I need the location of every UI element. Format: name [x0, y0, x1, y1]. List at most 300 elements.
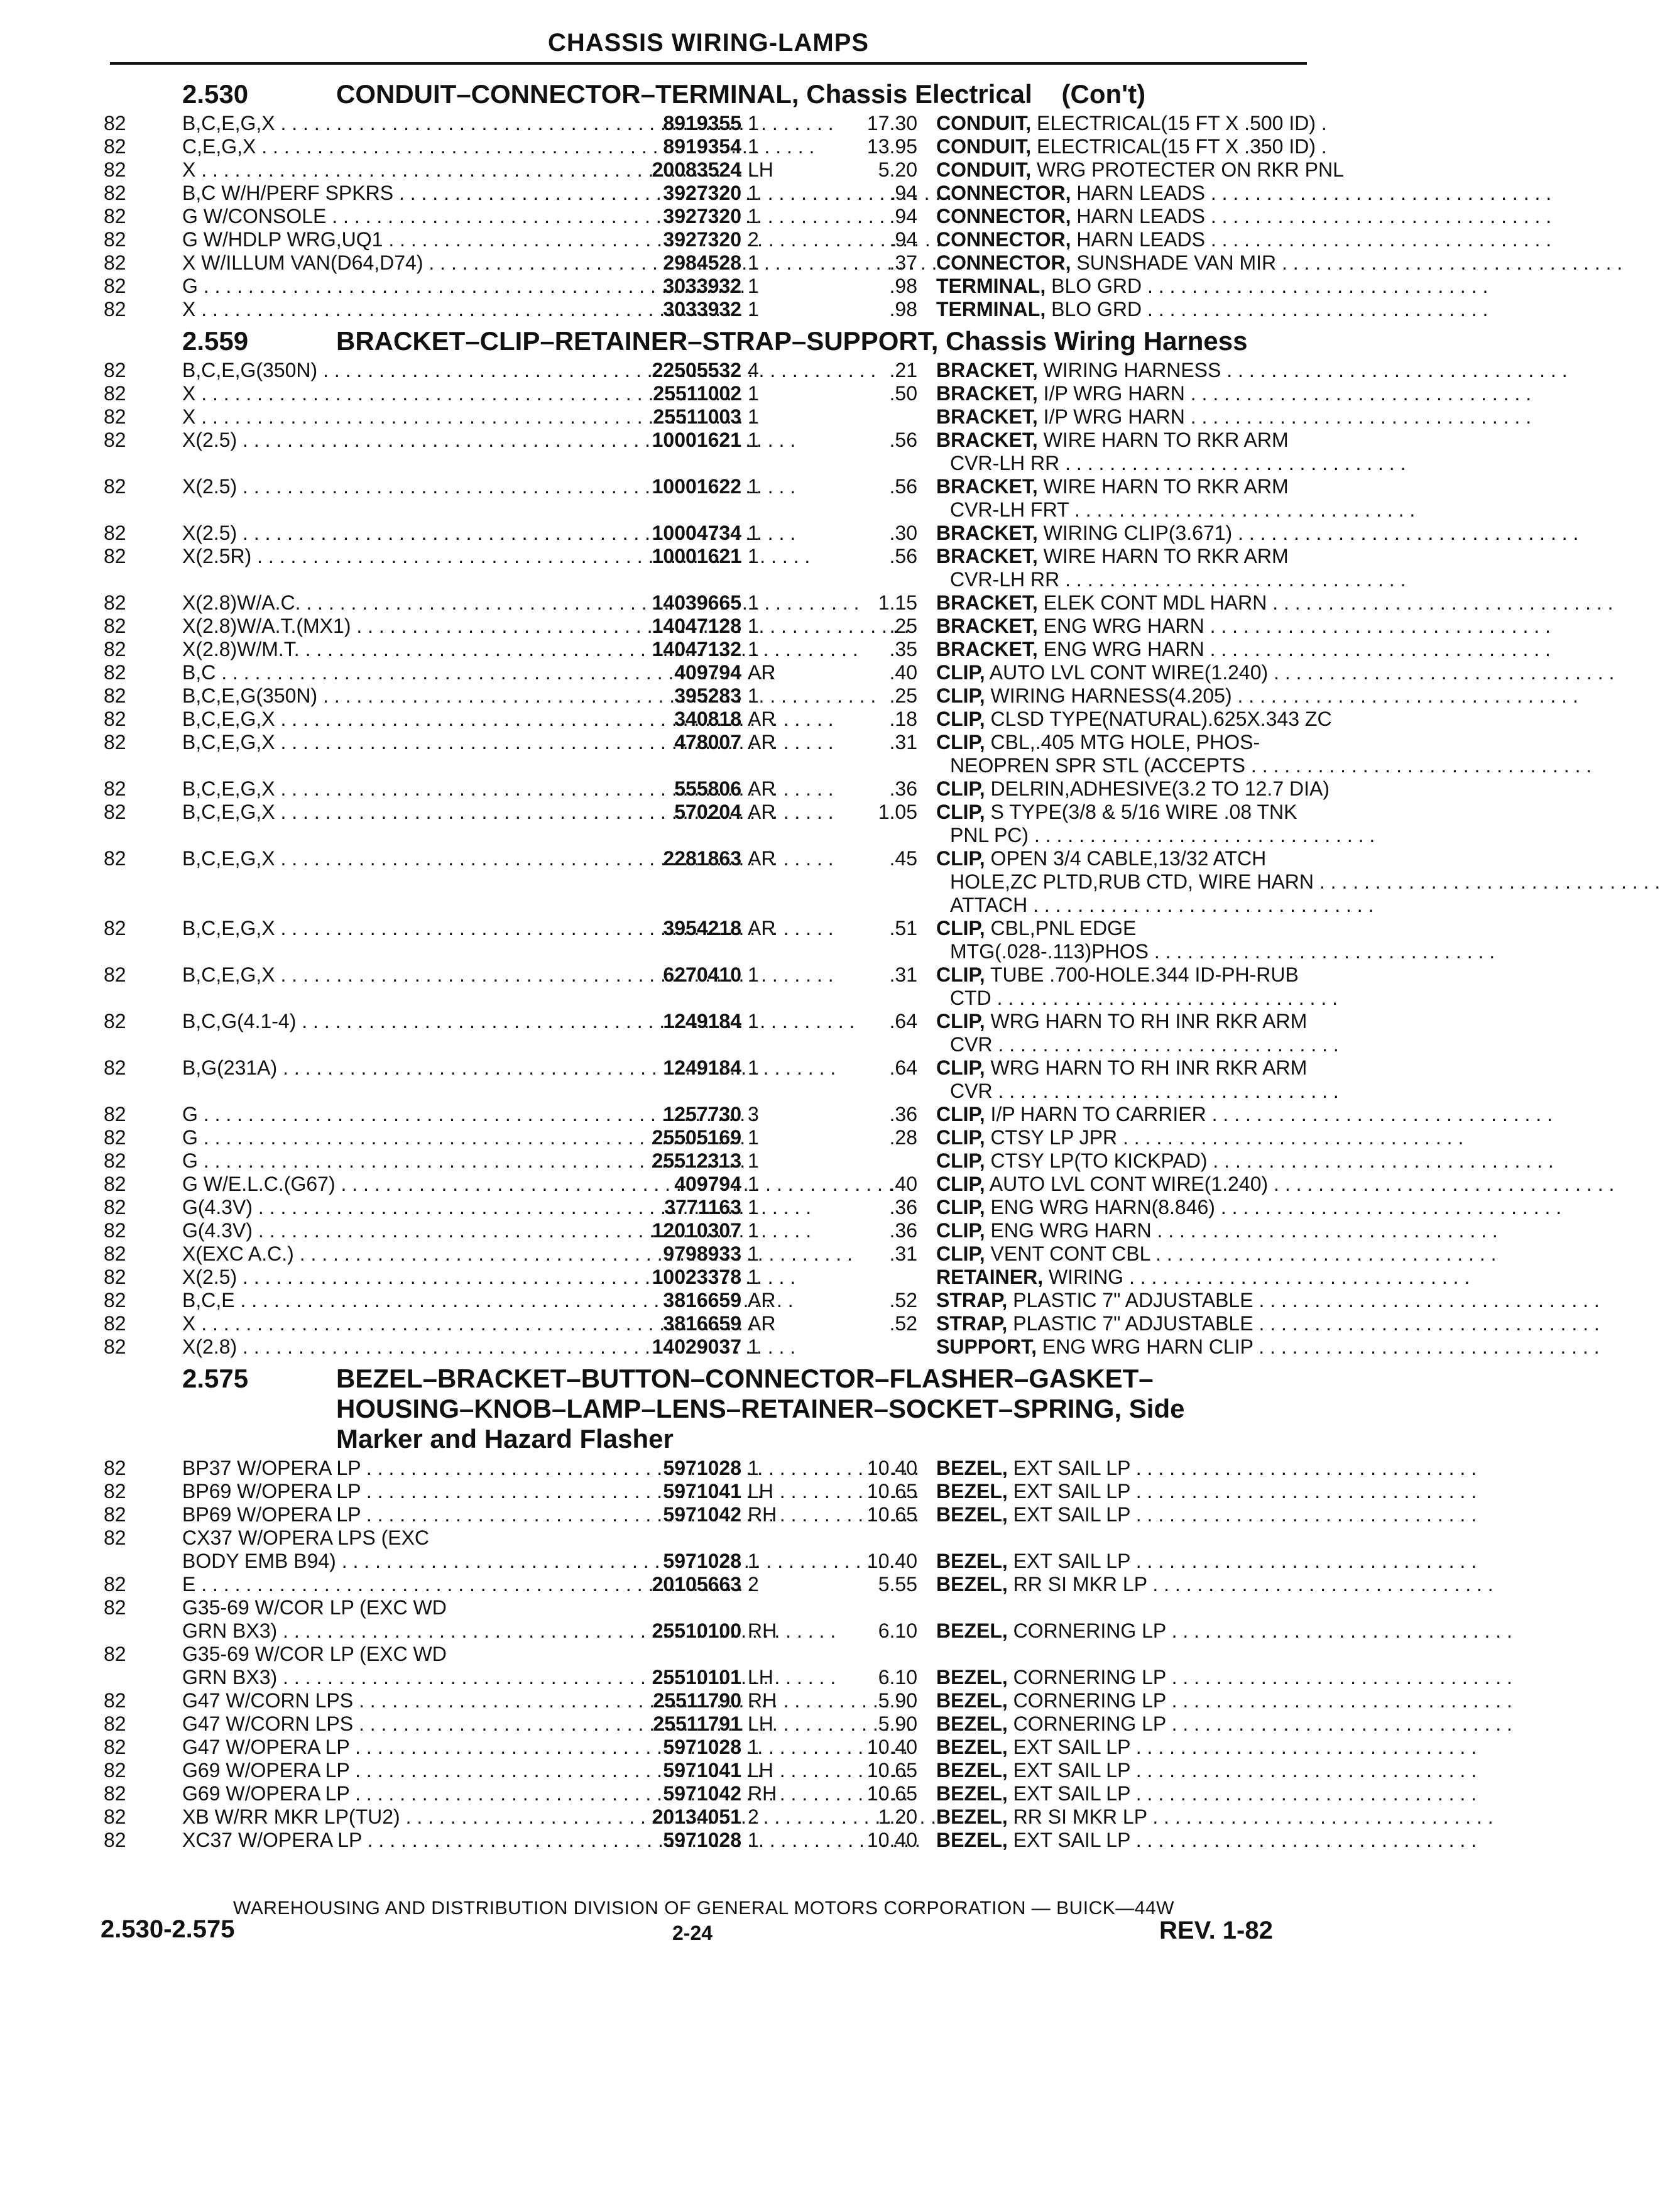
part-name: CONNECTOR,	[936, 251, 1071, 274]
model-year: 82	[104, 1503, 126, 1526]
part-name: BEZEL,	[936, 1805, 1008, 1828]
part-number: 5971041	[663, 1480, 741, 1503]
part-detail: WIRE HARN TO RKR ARM	[1043, 475, 1289, 498]
price: 10.65	[866, 1759, 917, 1782]
part-number: 10001621	[652, 429, 741, 451]
part-number: 3033932	[663, 275, 741, 297]
part-number: 5971028	[663, 1457, 741, 1479]
part-description	[936, 1219, 1307, 1242]
part-number: 25510101	[652, 1666, 741, 1689]
part-description	[936, 112, 1327, 135]
table-row	[101, 615, 1307, 638]
application: G69 W/OPERA LP . . .	[182, 1759, 609, 1782]
application: GRN BX3) . . .	[182, 1666, 609, 1689]
quantity: LH	[748, 1759, 773, 1782]
quantity: AR	[748, 917, 776, 939]
quantity: 2	[748, 228, 759, 251]
part-detail: AUTO LVL CONT WIRE(1.240) . . .	[990, 661, 1615, 684]
application: G . . .	[182, 1126, 609, 1149]
part-name: SUPPORT,	[936, 1335, 1037, 1358]
application: BP37 W/OPERA LP . . .	[182, 1457, 609, 1480]
part-name: TERMINAL,	[936, 298, 1046, 320]
part-detail: BLO GRD . . .	[1051, 275, 1488, 297]
part-number: 20134051	[652, 1805, 741, 1828]
part-detail: WIRING HARNESS(4.205) . . .	[991, 684, 1578, 707]
part-number: 5971028	[663, 1550, 741, 1572]
quantity: 1	[748, 638, 759, 660]
application: X . . .	[182, 158, 609, 182]
part-description	[936, 1689, 1307, 1712]
quantity: 1	[748, 522, 759, 544]
quantity: 1	[748, 205, 759, 227]
part-name: BEZEL,	[936, 1689, 1008, 1712]
part-detail: EXT SAIL LP . . .	[1013, 1503, 1477, 1526]
part-detail: WRG HARN TO RH INR RKR ARM	[990, 1010, 1308, 1032]
part-number: 570204	[674, 801, 741, 823]
quantity: 1	[748, 1126, 759, 1149]
table-row	[101, 1666, 1307, 1689]
model-year: 82	[104, 158, 126, 181]
model-year: 82	[104, 1289, 126, 1311]
part-number: 22505532	[652, 359, 741, 381]
part-detail: CORNERING LP . . .	[1013, 1689, 1512, 1712]
table-row	[101, 708, 1332, 731]
part-description	[936, 1056, 1307, 1103]
part-number: 1257730	[663, 1103, 741, 1125]
application: B,C,E,G(350N) . . .	[182, 359, 609, 382]
model-year: 82	[104, 684, 126, 707]
table-row	[101, 1103, 1307, 1126]
model-year: 82	[104, 591, 126, 614]
price: .40	[889, 661, 917, 684]
application: G W/E.L.C.(G67) . . .	[182, 1173, 609, 1196]
part-number: 1249184	[663, 1010, 741, 1032]
part-name: BEZEL,	[936, 1503, 1008, 1526]
part-description	[936, 1242, 1307, 1266]
price: .37	[889, 251, 917, 274]
part-detail: I/P WRG HARN . . .	[1044, 405, 1531, 428]
quantity: 1	[748, 591, 759, 614]
part-detail: S TYPE(3/8 & 5/16 WIRE .08 TNK	[990, 801, 1297, 823]
section-title-main: CONDUIT–CONNECTOR–TERMINAL,	[336, 79, 799, 109]
application: G . . .	[182, 275, 609, 298]
part-description	[936, 661, 1307, 684]
table-row	[101, 228, 1307, 251]
part-name: BEZEL,	[936, 1573, 1008, 1596]
part-detail: WIRING . . .	[1049, 1266, 1470, 1288]
section-number: 2.559	[182, 326, 249, 356]
part-description	[936, 1480, 1307, 1503]
application: X(EXC A.C.) . . .	[182, 1242, 609, 1266]
part-number: 478007	[674, 731, 741, 753]
part-name: STRAP,	[936, 1289, 1008, 1311]
price: 5.90	[878, 1689, 917, 1712]
part-name: BEZEL,	[936, 1782, 1008, 1805]
part-number: 3954218	[663, 917, 741, 939]
section-heading	[101, 326, 1307, 356]
model-year: 82	[104, 135, 126, 158]
part-name: BRACKET,	[936, 382, 1038, 405]
table-row	[101, 638, 1307, 661]
part-name: BEZEL,	[936, 1736, 1008, 1758]
part-number: 25511791	[653, 1712, 741, 1735]
part-number: 5971028	[663, 1829, 741, 1851]
table-row	[101, 1805, 1307, 1829]
price: .21	[889, 359, 917, 381]
model-year: 82	[104, 1526, 126, 1549]
parts-list	[101, 74, 1344, 1852]
table-row	[101, 1126, 1307, 1149]
table-row	[101, 205, 1307, 228]
price: 13.95	[866, 135, 917, 158]
section-title-main: BEZEL–BRACKET–BUTTON–CONNECTOR–FLASHER–GASKET–	[336, 1364, 1154, 1393]
part-detail: WIRE HARN TO RKR ARM	[1043, 429, 1289, 451]
part-description	[936, 1736, 1307, 1759]
quantity: 1	[748, 1173, 759, 1195]
part-detail: CTSY LP JPR . . .	[991, 1126, 1464, 1149]
part-number: 409794	[674, 1173, 741, 1195]
application: B,C,E,G,X . . .	[182, 801, 609, 824]
quantity: 1	[748, 1219, 759, 1242]
price: .40	[889, 1173, 917, 1195]
application: BODY EMB B94) . . .	[182, 1550, 609, 1573]
application: X(2.5R) . . .	[182, 545, 609, 568]
part-detail: AUTO LVL CONT WIRE(1.240) . . .	[990, 1173, 1615, 1195]
application: X(2.8)W/A.T.(MX1) . . .	[182, 615, 609, 638]
application: G47 W/CORN LPS . . .	[182, 1689, 609, 1712]
application: X . . .	[182, 298, 609, 321]
part-number: 3816659	[663, 1312, 741, 1335]
part-name: CLIP,	[936, 684, 985, 707]
price: 10.65	[866, 1782, 917, 1805]
table-row-continued	[101, 1596, 1307, 1619]
part-detail: CORNERING LP . . .	[1013, 1619, 1512, 1642]
price: 5.55	[878, 1573, 917, 1596]
model-year: 82	[104, 405, 126, 428]
part-description	[936, 1829, 1307, 1852]
table-row	[101, 1289, 1307, 1312]
model-year: 82	[104, 661, 126, 684]
table-row	[101, 661, 1307, 684]
part-detail: ENG WRG HARN(8.846) . . .	[991, 1196, 1562, 1218]
part-description	[936, 382, 1307, 405]
model-year: 82	[104, 1782, 126, 1805]
application-line: CX37 W/OPERA LPS (EXC	[182, 1526, 430, 1549]
application: GRN BX3) . . .	[182, 1619, 609, 1643]
application: B,C,E,G,X . . .	[182, 917, 609, 940]
section-heading	[101, 1364, 1307, 1454]
part-detail-continued: CTD . . .	[936, 987, 1338, 1009]
price: .64	[889, 1010, 917, 1032]
part-description	[936, 684, 1307, 708]
part-description	[936, 1289, 1307, 1312]
quantity: AR	[748, 1289, 776, 1311]
part-detail: TUBE .700-HOLE.344 ID-PH-RUB	[990, 963, 1299, 986]
table-row	[101, 1173, 1307, 1196]
application: G47 W/CORN LPS . . .	[182, 1712, 609, 1736]
part-name: RETAINER,	[936, 1266, 1044, 1288]
part-name: BEZEL,	[936, 1457, 1008, 1479]
part-number: 9798933	[663, 1242, 741, 1265]
model-year: 82	[104, 182, 126, 204]
quantity: 1	[748, 1056, 759, 1079]
table-row	[101, 1573, 1307, 1596]
part-detail-continued: PNL PC) . . .	[936, 824, 1375, 846]
application: G W/CONSOLE . . .	[182, 205, 609, 228]
part-number: 340818	[674, 708, 741, 730]
table-row-continued	[101, 1643, 1307, 1666]
part-detail: EXT SAIL LP . . .	[1013, 1782, 1477, 1805]
part-description	[936, 1173, 1307, 1196]
section-title-line2: HOUSING–KNOB–LAMP–LENS–RETAINER–SOCKET–SPRING,	[336, 1394, 1122, 1423]
model-year: 82	[104, 963, 126, 986]
quantity: 1	[748, 1457, 759, 1479]
quantity: 1	[748, 1266, 759, 1288]
part-name: CLIP,	[936, 1196, 985, 1218]
section-title	[336, 1364, 1307, 1454]
price: 10.40	[866, 1550, 917, 1572]
part-name: BEZEL,	[936, 1550, 1008, 1572]
table-row	[101, 1149, 1307, 1173]
part-detail: CORNERING LP . . .	[1013, 1666, 1512, 1689]
part-name: CLIP,	[936, 1010, 985, 1032]
section-subtitle: Chassis Wiring Harness	[946, 326, 1248, 356]
quantity: 1	[748, 275, 759, 297]
model-year: 82	[104, 1457, 126, 1479]
part-description	[936, 475, 1307, 522]
price: .30	[889, 522, 917, 544]
part-detail: ELECTRICAL(15 FT X .500 ID) .	[1037, 112, 1327, 134]
application: XC37 W/OPERA LP . . .	[182, 1829, 609, 1852]
table-row	[101, 429, 1307, 475]
part-description	[936, 1266, 1307, 1289]
part-number: 14047132	[652, 638, 741, 660]
part-detail: WRG HARN TO RH INR RKR ARM	[990, 1056, 1308, 1079]
part-name: BRACKET,	[936, 615, 1038, 637]
application: C,E,G,X . . .	[182, 135, 609, 158]
part-detail: ENG WRG HARN CLIP . . .	[1042, 1335, 1600, 1358]
part-number: 25511002	[653, 382, 741, 405]
part-name: CLIP,	[936, 917, 985, 939]
price: .52	[889, 1289, 917, 1311]
price: 1.05	[878, 801, 917, 823]
model-year: 82	[104, 917, 126, 939]
part-description	[936, 1010, 1307, 1056]
model-year: 82	[104, 1126, 126, 1149]
application: X . . .	[182, 1312, 609, 1335]
price: .31	[889, 963, 917, 986]
part-detail: HARN LEADS . . .	[1076, 182, 1551, 204]
table-row	[101, 1266, 1307, 1289]
quantity: 1	[748, 1242, 759, 1265]
application: X(2.8)W/M.T. . . .	[182, 638, 609, 661]
table-row	[101, 382, 1307, 405]
part-description	[936, 917, 1307, 963]
model-year: 82	[104, 1266, 126, 1288]
price: .31	[889, 1242, 917, 1265]
part-number: 1249184	[663, 1056, 741, 1079]
application: B,C,G(4.1-4) . . .	[182, 1010, 609, 1033]
quantity: RH	[748, 1689, 777, 1712]
price: 10.65	[866, 1480, 917, 1503]
part-detail: CTSY LP(TO KICKPAD) . . .	[991, 1149, 1554, 1172]
table-row	[101, 1196, 1307, 1219]
table-row	[101, 275, 1307, 298]
part-description	[936, 1805, 1307, 1829]
part-name: CLIP,	[936, 731, 985, 753]
part-number: 395283	[674, 684, 741, 707]
part-name: CLIP,	[936, 1173, 985, 1195]
part-name: CLIP,	[936, 1126, 985, 1149]
section-subtitle: Side	[1128, 1394, 1185, 1423]
part-description	[936, 1335, 1307, 1359]
application: B,C . . .	[182, 661, 609, 684]
application: B,C,E,G,X . . .	[182, 777, 609, 801]
application: BP69 W/OPERA LP . . .	[182, 1503, 609, 1526]
table-row	[101, 1782, 1307, 1805]
part-detail: CBL,PNL EDGE	[990, 917, 1137, 939]
part-description	[936, 275, 1307, 298]
table-row	[101, 1457, 1307, 1480]
part-detail-continued: ATTACH . . .	[936, 894, 1373, 916]
model-year: 82	[104, 382, 126, 405]
quantity: AR	[748, 731, 776, 753]
quantity: AR	[748, 661, 776, 684]
part-description	[936, 777, 1330, 801]
quantity: 1	[748, 475, 759, 498]
part-description	[936, 1103, 1307, 1126]
part-name: BRACKET,	[936, 359, 1038, 381]
table-row	[101, 545, 1307, 591]
model-year: 82	[104, 1689, 126, 1712]
application: B,C,E . . .	[182, 1289, 609, 1312]
part-detail-continued: CVR-LH FRT . . .	[936, 498, 1415, 521]
part-name: CLIP,	[936, 847, 985, 870]
part-detail-continued: CVR . . .	[936, 1080, 1339, 1102]
part-detail: WRG PROTECTER ON RKR PNL	[1037, 158, 1344, 181]
price: .94	[889, 205, 917, 227]
part-number: 25512313	[652, 1149, 741, 1172]
table-row	[101, 801, 1307, 847]
part-description	[936, 963, 1307, 1010]
model-year: 82	[104, 112, 126, 134]
model-year: 82	[104, 1573, 126, 1596]
table-row	[101, 1689, 1307, 1712]
part-number: 12010307	[652, 1219, 741, 1242]
part-description	[936, 638, 1307, 661]
part-name: CONNECTOR,	[936, 228, 1071, 251]
part-detail: ENG WRG HARN . . .	[1044, 615, 1551, 637]
price: .31	[889, 731, 917, 753]
part-description	[936, 1619, 1307, 1643]
table-row	[101, 1056, 1307, 1103]
application-line: G35-69 W/COR LP (EXC WD	[182, 1643, 447, 1665]
quantity: 1	[748, 1829, 759, 1851]
part-number: 3927320	[663, 182, 741, 204]
quantity: 1	[748, 1335, 759, 1358]
part-description	[936, 1312, 1307, 1335]
quantity: RH	[748, 1782, 777, 1805]
part-detail-continued: MTG(.028-.113)PHOS . . .	[936, 940, 1495, 963]
application: B,C,E,G,X . . .	[182, 708, 609, 731]
price: .98	[889, 275, 917, 297]
table-row	[101, 158, 1344, 182]
part-description	[936, 158, 1344, 182]
part-description	[936, 405, 1307, 429]
part-name: BRACKET,	[936, 591, 1038, 614]
quantity: 1	[748, 545, 759, 567]
part-name: CLIP,	[936, 1056, 985, 1079]
part-name: BEZEL,	[936, 1829, 1008, 1851]
part-name: BRACKET,	[936, 405, 1038, 428]
model-year: 82	[104, 847, 126, 870]
model-year: 82	[104, 1312, 126, 1335]
quantity: AR	[748, 801, 776, 823]
price: .56	[889, 475, 917, 498]
model-year: 82	[104, 1759, 126, 1782]
model-year: 82	[104, 429, 126, 451]
quantity: 1	[748, 1010, 759, 1032]
table-row	[101, 298, 1307, 321]
part-detail: I/P WRG HARN . . .	[1044, 382, 1531, 405]
price: .50	[889, 382, 917, 405]
part-description	[936, 182, 1307, 205]
part-number: 25505169	[652, 1126, 741, 1149]
application: X(2.8)W/A.C. . . .	[182, 591, 609, 615]
price: 5.20	[878, 158, 917, 181]
part-detail: EXT SAIL LP . . .	[1013, 1829, 1477, 1851]
part-detail-continued: CVR-LH RR . . .	[936, 452, 1406, 474]
price: .94	[889, 182, 917, 204]
price: .94	[889, 228, 917, 251]
price: .36	[889, 1219, 917, 1242]
part-description	[936, 731, 1307, 777]
part-number: 6270410	[663, 963, 741, 986]
section-title-line3: Marker and Hazard Flasher	[336, 1424, 674, 1454]
part-description	[936, 1457, 1307, 1480]
table-row	[101, 522, 1307, 545]
quantity: AR	[748, 777, 776, 800]
part-number: 14047128	[652, 615, 741, 637]
table-row	[101, 1335, 1307, 1359]
model-year: 82	[104, 1149, 126, 1172]
part-name: CLIP,	[936, 1219, 985, 1242]
part-name: CONDUIT,	[936, 158, 1032, 181]
part-description	[936, 522, 1307, 545]
part-description	[936, 615, 1307, 638]
model-year: 82	[104, 1480, 126, 1503]
part-number: 25510100	[652, 1619, 741, 1642]
part-detail: CLSD TYPE(NATURAL).625X.343 ZC	[990, 708, 1332, 730]
application: E . . .	[182, 1573, 609, 1596]
part-number: 20083524	[652, 158, 741, 181]
part-detail: OPEN 3/4 CABLE,13/32 ATCH	[990, 847, 1267, 870]
application: G(4.3V) . . .	[182, 1196, 609, 1219]
model-year: 82	[104, 1712, 126, 1735]
part-name: CONNECTOR,	[936, 182, 1071, 204]
part-description	[936, 801, 1307, 847]
application: B,G(231A) . . .	[182, 1056, 609, 1080]
quantity: 1	[748, 1736, 759, 1758]
part-number: 10001622	[652, 475, 741, 498]
application: B,C,E,G,X . . .	[182, 731, 609, 754]
part-name: CLIP,	[936, 1242, 985, 1265]
model-year: 82	[104, 1010, 126, 1032]
part-name: BEZEL,	[936, 1666, 1008, 1689]
part-detail: ENG WRG HARN . . .	[991, 1219, 1498, 1242]
model-year: 82	[104, 1736, 126, 1758]
part-detail: CBL,.405 MTG HOLE, PHOS-	[990, 731, 1260, 753]
